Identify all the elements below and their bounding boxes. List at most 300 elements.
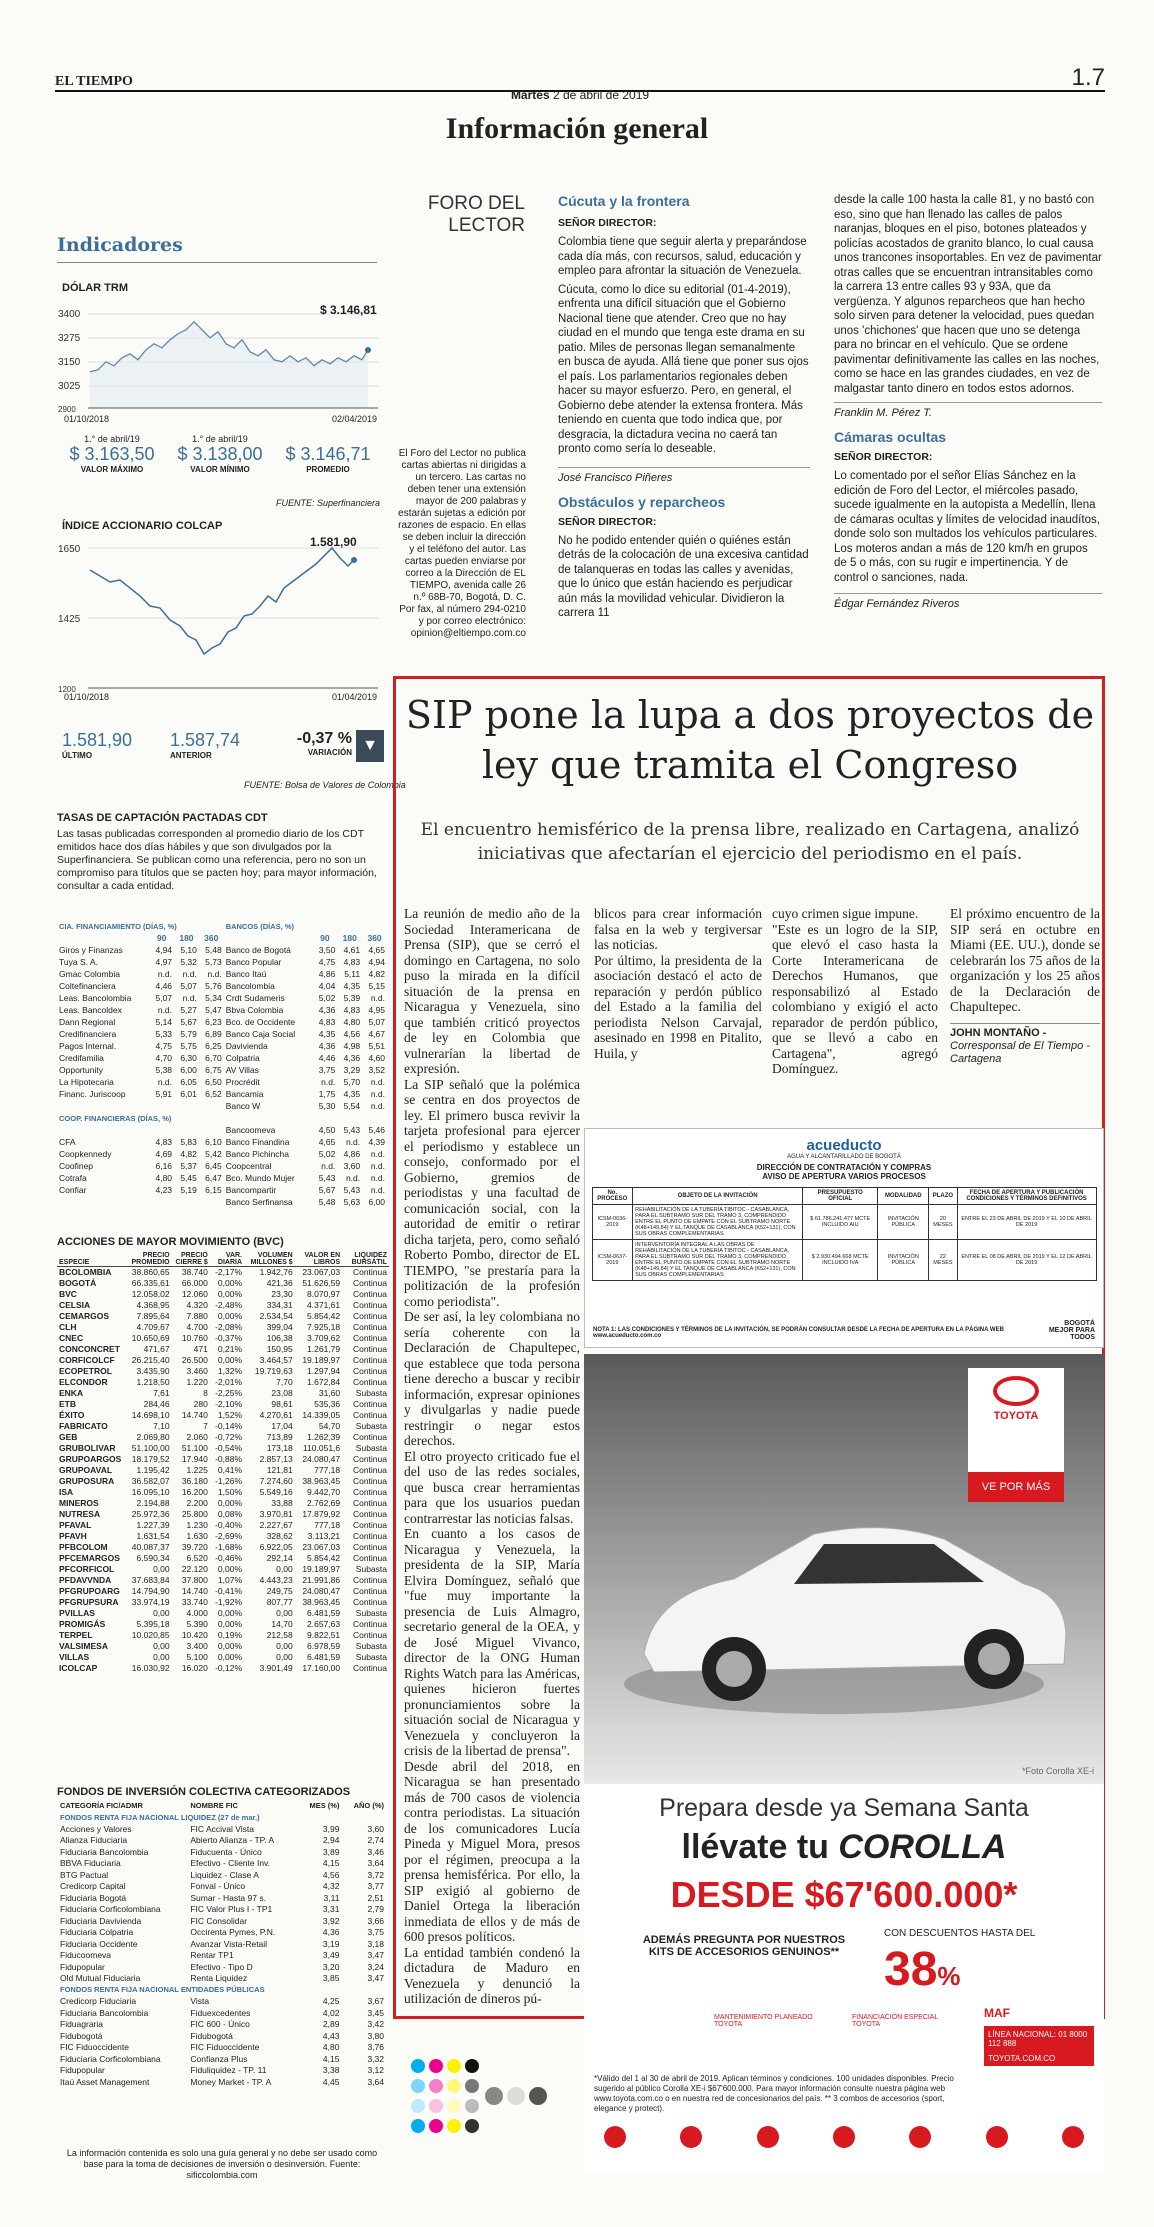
table-cell: 0,00% (217, 1564, 243, 1574)
table-cell: 24.080,47 (302, 1454, 341, 1464)
table-cell: 0,21% (217, 1344, 243, 1354)
table-row (57, 1520, 389, 1531)
table-row (57, 1148, 387, 1160)
letter-paragraph: desde la calle 100 hasta la calle 81, y no bastó con eso, sino que han llenado las calles de palos naranjas, bloques en el piso, botones plateados y policías acostados de granito blanco, lo cual causa unos trancones insoportables. En vez de pavimentar otras calles que se encuentran intransitables como la carrera 13 entre calles 93 y 93A, que da vergüenza. Y algunos reparcheos que han hecho solo sirven para detener la velocidad, pues quedan unos 'chichones' que hacen que uno se detenga para no brincar en el vehículo. Que se ordene pavimentar definitivamente las calles en las noches, como se hace en las grandes ciudades, en vez de malgastar tanto dinero en todos estos adornos. (834, 194, 1102, 395)
table-cell: Old Mutual Fiduciaria (60, 1973, 141, 1984)
table-cell: n.d. (157, 1077, 173, 1087)
table-cell: 3,46 (367, 1846, 384, 1857)
table-cell: 1,07% (217, 1575, 243, 1585)
colcap-ytick: 1650 (58, 544, 81, 555)
table-cell: FIC Accival Vista (190, 1823, 254, 1834)
acciones-title: ACCIONES DE MAYOR MOVIMIENTO (BVC) (57, 1236, 284, 1248)
trm-ytick: 3025 (58, 381, 81, 392)
table-cell: Continua (352, 1630, 387, 1640)
table-cell: 4,36 (343, 1053, 361, 1063)
colcap-line (90, 548, 354, 654)
trm-ytick: 3400 (58, 309, 81, 320)
fondos-header-row (57, 1800, 387, 1812)
table-row (57, 1641, 389, 1652)
table-cell: 2,79 (367, 1904, 384, 1915)
colcap-chart (58, 536, 378, 696)
table-row (57, 1996, 387, 2008)
table-cell: 4,43 (322, 2030, 340, 2041)
cdt-group-header: CIA. FINANCIAMIENTO (DÍAS, %) (59, 921, 177, 931)
table-cell: Banco Serfinansa (225, 1197, 293, 1207)
service-icon (757, 2126, 779, 2148)
table-cell: 471,67 (143, 1344, 170, 1354)
colcap-source: FUENTE: Bolsa de Valores de Colombia (244, 780, 406, 790)
table-cell: 1.218,50 (136, 1377, 170, 1387)
table-cell: 5,14 (155, 1017, 173, 1027)
table-row (57, 1088, 387, 1100)
table-cell: Fidupopular (60, 1961, 105, 1972)
table-cell: ENKA (59, 1388, 84, 1398)
table-cell: 3,32 (367, 2053, 384, 2064)
table-row (57, 980, 387, 992)
table-cell: INVITACIÓN PÚBLICA (878, 1205, 929, 1240)
table-cell: 4,36 (318, 1005, 336, 1015)
table-cell: 249,75 (266, 1586, 293, 1596)
table-cell: 4,67 (368, 1029, 385, 1039)
table-cell: Abierto Alianza - TP. A (190, 1835, 275, 1846)
table-cell: 3,89 (322, 1846, 340, 1857)
table-cell: Continua (352, 1432, 387, 1442)
table-cell: Bancoomeva (225, 1125, 276, 1135)
table-cell: Credifamilia (59, 1053, 104, 1063)
stat-label: ANTERIOR (170, 751, 212, 760)
toyota-legal: *Válido del 1 al 30 de abril de 2019. Aplican términos y condiciones. 100 unidades disponibles. Precio sugerido al público Corolla XE-i $67'600.000. Para mayor información consulte nuestra página web www.toyota.com.co o en nuestra red de concesionarios del país. ** 3 combos de accesorios (sport, elegance y protect). (594, 2074, 954, 2113)
table-cell: 33,88 (271, 1498, 293, 1508)
table-cell: 3.464,57 (259, 1355, 293, 1365)
table-cell: -0,41% (215, 1586, 243, 1596)
table-cell: 26.500 (181, 1355, 208, 1365)
table-cell: 17.160,00 (302, 1663, 341, 1673)
table-cell: 5,37 (180, 1161, 197, 1171)
table-cell: 17.940 (181, 1454, 208, 1464)
toyota-emblem-icon (993, 1376, 1039, 1406)
service-icon (986, 2126, 1008, 2148)
table-cell: CLH (59, 1322, 77, 1332)
table-cell: 1.227,39 (136, 1520, 170, 1530)
table-cell: 173,18 (266, 1443, 293, 1453)
table-row (592, 1205, 1096, 1240)
table-cell: 7,10 (153, 1421, 170, 1431)
table-cell: 16.095,10 (131, 1487, 170, 1497)
table-cell: 5,67 (318, 1185, 336, 1195)
cdt-days-cell (224, 932, 313, 944)
table-cell: 14,70 (271, 1619, 293, 1629)
table-cell: 6,00 (180, 1065, 197, 1075)
table-cell: Subasta (355, 1564, 387, 1574)
table-cell: Acciones y Valores (60, 1823, 132, 1834)
toyota-icons-row (604, 2126, 1084, 2156)
table-cell: Fiducoomeva (60, 1950, 112, 1961)
table-cell: 421,36 (266, 1278, 293, 1288)
table-cell: n.d. (345, 1137, 361, 1147)
foro-title: FORO DEL LECTOR (427, 193, 525, 236)
table-cell: 6,15 (205, 1185, 222, 1195)
acueducto-sub: AGUA Y ALCANTARILLADO DE BOGOTÁ (787, 1154, 901, 1160)
table-row (57, 992, 387, 1004)
table-cell: 6,89 (205, 1029, 222, 1039)
letter-signature: José Francisco Piñeres (558, 467, 810, 484)
table-cell: 14.339,05 (302, 1410, 341, 1420)
table-cell: 2.534,54 (259, 1311, 293, 1321)
table-cell: Bancompartir (225, 1185, 277, 1195)
table-cell: 6,47 (205, 1173, 222, 1183)
table-cell: 4,46 (318, 1053, 336, 1063)
table-cell: -2,48% (215, 1300, 243, 1310)
table-cell: Fiduciaria Corficolombiana (60, 1904, 161, 1915)
table-cell: BOGOTÁ (59, 1278, 97, 1288)
down-arrow-icon: ▼ (356, 730, 384, 762)
trm-stat-avg (278, 444, 378, 474)
toyota-brand: TOYOTA (993, 1410, 1039, 1422)
table-row (57, 1973, 387, 1985)
table-cell: 6,05 (180, 1077, 197, 1087)
table-cell: 4,83 (343, 957, 361, 967)
bogota-logo: BOGOTÁ MEJOR PARA TODOS (1048, 1320, 1095, 1341)
toyota-logo-box (968, 1368, 1064, 1472)
table-cell: 3.400 (186, 1641, 208, 1651)
table-cell: 6,00 (368, 1197, 385, 1207)
table-cell: 33.740 (181, 1597, 208, 1607)
table-cell: Avanzar Vista-Retail (190, 1938, 268, 1949)
table-cell: Continua (352, 1377, 387, 1387)
column-header: AÑO (%) (353, 1801, 384, 1811)
table-cell: 19.719,63 (254, 1366, 293, 1376)
table-row (57, 1950, 387, 1962)
table-cell: Continua (352, 1465, 387, 1475)
table-cell: 3,45 (367, 2007, 384, 2018)
table-cell: n.d. (157, 1005, 173, 1015)
column-header: MES (%) (309, 1801, 340, 1811)
table-row (57, 1846, 387, 1858)
table-cell: FIC Fiduoccidente (60, 2042, 129, 2053)
table-cell: 5,83 (180, 1137, 197, 1147)
table-cell: PFGRUPOARG (59, 1586, 120, 1596)
indicators-title: Indicadores (57, 234, 183, 256)
table-cell: PFGRUPSURA (59, 1597, 119, 1607)
table-cell: 4,50 (318, 1125, 336, 1135)
table-cell: 25.972,36 (131, 1509, 170, 1519)
table-cell: Continua (352, 1355, 387, 1365)
table-row (57, 2030, 387, 2042)
stat-date: 1.° de abril/19 (84, 434, 140, 444)
stat-label: VALOR MÍNIMO (190, 465, 250, 474)
table-cell: 1,50% (217, 1487, 243, 1497)
table-cell: Fonval - Único (190, 1881, 246, 1892)
fondos-subheader-cell: FONDOS RENTA FIJA NACIONAL LIQUIDEZ (27 de mar.) (60, 1812, 260, 1822)
table-cell: 3,18 (367, 1938, 384, 1949)
colcap-ytick: 1200 (58, 685, 76, 694)
toyota-accessories: ADEMÁS PREGUNTA POR NUESTROS KITS DE ACCESORIOS GENUINOS** (642, 1934, 846, 1958)
column-header: PRECIO PROMEDIO (123, 1252, 171, 1267)
table-cell: 5.549,16 (259, 1487, 293, 1497)
table-cell: 3,31 (322, 1904, 340, 1915)
stat-value: $ 3.146,71 (285, 444, 371, 464)
cdt-days-cell: 180 (342, 933, 357, 943)
stat-date: 1.° de abril/19 (192, 434, 248, 444)
table-cell: Giros y Finanzas (59, 945, 123, 955)
table-row (57, 944, 387, 956)
letter-column-right (834, 193, 1102, 610)
table-cell: 12.058,02 (131, 1289, 170, 1299)
toyota-phone: LÍNEA NACIONAL: 01 8000 112 888 (988, 2030, 1088, 2048)
table-cell: Continua (352, 1454, 387, 1464)
table-cell: n.d. (370, 1101, 385, 1111)
table-cell: Bco. Mundo Mujer (225, 1173, 295, 1183)
table-cell: 4.320 (186, 1300, 208, 1310)
table-cell: Continua (352, 1542, 387, 1552)
table-cell: FABRICATO (59, 1421, 108, 1431)
table-cell: -2,17% (215, 1267, 243, 1278)
cdt-days-cell: 360 (367, 933, 382, 943)
table-row (57, 1184, 387, 1196)
stat-label: VARIACIÓN (307, 748, 352, 757)
table-cell: Gmac Colombia (59, 969, 120, 979)
table-row (57, 1124, 387, 1136)
table-cell: 4.709,67 (136, 1322, 170, 1332)
table-cell: BVC (59, 1289, 77, 1299)
column-header: LIQUIDEZ BURSÁTIL (342, 1252, 389, 1267)
table-cell: 4,83 (343, 1005, 361, 1015)
table-cell: -0,72% (215, 1432, 243, 1442)
ad-acueducto (584, 1128, 1104, 1348)
table-cell: ISA (59, 1487, 74, 1497)
table-cell: 3,64 (367, 1858, 384, 1869)
trm-chart (58, 300, 378, 420)
table-cell: 777,18 (314, 1465, 341, 1475)
table-cell: 4,56 (322, 1869, 340, 1880)
column-header: PRESUPUESTO OFICIAL (803, 1188, 878, 1205)
table-cell: MINEROS (59, 1498, 99, 1508)
table-cell: Fiduliquidez - TP. 11 (190, 2065, 267, 2076)
table-cell: 4.270,61 (259, 1410, 293, 1420)
acueducto-table (592, 1187, 1097, 1281)
table-cell: -2,01% (215, 1377, 243, 1387)
table-cell: 5,43 (343, 1185, 361, 1195)
column-header: OBJETO DE LA INVITACIÓN (633, 1188, 803, 1205)
table-cell: 6,52 (205, 1089, 222, 1099)
table-cell: Sumar - Hasta 97 s. (190, 1892, 266, 1903)
table-cell: Coltefinanciera (59, 981, 116, 991)
toyota-discount-value: 38 (884, 1943, 938, 1996)
table-cell: 16.030,92 (131, 1663, 170, 1673)
table-cell: Renta Liquidez (190, 1973, 248, 1984)
table-cell: GEB (59, 1432, 78, 1442)
table-cell: -1,92% (215, 1597, 243, 1607)
table-cell: 3,80 (367, 2030, 384, 2041)
letter-title: Cámaras ocultas (834, 429, 947, 445)
table-cell: 5,75 (180, 1041, 197, 1051)
table-cell: 4,32 (322, 1881, 340, 1892)
table-cell: 38.860,65 (131, 1267, 170, 1278)
table-row (57, 2053, 387, 2065)
table-cell: 3.709,62 (307, 1333, 341, 1343)
colcap-ytick: 1425 (58, 614, 81, 625)
table-cell: 7.880 (186, 1311, 208, 1321)
trm-xstart: 01/10/2018 (64, 414, 110, 424)
table-cell: 1.230 (186, 1520, 208, 1530)
table-row (57, 968, 387, 980)
byline-author: JOHN MONTAÑO - (950, 1026, 1047, 1039)
page-number: 1.7 (1071, 64, 1105, 91)
table-cell: PFCEMARGOS (59, 1553, 120, 1563)
table-cell: 3.460 (186, 1366, 208, 1376)
service-icon (833, 2126, 855, 2148)
letter-paragraph: Colombia tiene que seguir alerta y preparándose cada día más, con recursos, salud, educación y empleo para afrontar la situación de Venezuela. (558, 236, 807, 277)
table-cell: TERPEL (59, 1630, 93, 1640)
cdt-title: TASAS DE CAPTACIÓN PACTADAS CDT (57, 812, 268, 824)
table-row (57, 1586, 389, 1597)
table-cell: 3,50 (318, 945, 336, 955)
table-cell: Subasta (355, 1421, 387, 1431)
table-cell: 0,00% (217, 1652, 243, 1662)
table-row (57, 1366, 389, 1377)
ad-toyota (584, 1354, 1104, 2174)
table-cell: 2.069,80 (136, 1432, 170, 1442)
table-row (57, 1597, 389, 1608)
table-cell: Bbva Colombia (225, 1005, 284, 1015)
table-cell: 6,70 (205, 1053, 222, 1063)
trm-area (90, 322, 368, 408)
cdt-days-cell (57, 932, 149, 944)
stat-label: ÚLTIMO (62, 751, 93, 760)
table-cell: Continua (352, 1619, 387, 1629)
table-cell: -2,08% (215, 1322, 243, 1332)
table-cell (199, 1124, 224, 1136)
newspaper-brand: EL TIEMPO (55, 74, 133, 89)
article-byline (950, 1023, 1100, 1066)
table-cell: 0,00 (153, 1564, 170, 1574)
table-cell: 3,75 (367, 1927, 384, 1938)
table-cell: 4,15 (322, 2053, 340, 2064)
colcap-xstart: 01/10/2018 (64, 692, 110, 702)
table-row (57, 1881, 387, 1893)
table-cell: 17,04 (271, 1421, 293, 1431)
table-cell: PVILLAS (59, 1608, 95, 1618)
table-cell: 2.762,69 (307, 1498, 341, 1508)
date-rest: 2 de abril de 2019 (552, 88, 650, 102)
table-cell: BTG Pactual (60, 1869, 109, 1880)
table-cell: 5,67 (180, 1017, 197, 1027)
acueducto-header (585, 1129, 1103, 1181)
table-cell: Continua (352, 1333, 387, 1343)
table-cell: 2.194,88 (136, 1498, 170, 1508)
colcap-label: ÍNDICE ACCIONARIO COLCAP (62, 520, 223, 532)
table-cell: 4,36 (322, 1927, 340, 1938)
table-row (57, 1172, 387, 1184)
table-cell: 5,43 (318, 1173, 336, 1183)
table-cell: 5,51 (368, 1041, 385, 1051)
table-row (57, 1100, 387, 1112)
letter-title: Obstáculos y reparcheos (558, 493, 726, 510)
table-cell: n.d. (370, 993, 385, 1003)
table-cell: n.d. (370, 1089, 385, 1099)
table-cell: -2,25% (215, 1388, 243, 1398)
cdt-header-row (57, 920, 387, 932)
table-cell: 37.683,84 (131, 1575, 170, 1585)
table-row (57, 1652, 389, 1663)
table-cell: 2.657,63 (307, 1619, 341, 1629)
trm-ytick: 2900 (58, 405, 76, 414)
table-cell (57, 1124, 149, 1136)
table-cell: -0,12% (215, 1663, 243, 1673)
fondos-subheader (57, 1812, 387, 1824)
table-cell: 4,25 (322, 1996, 340, 2007)
table-row (57, 1476, 389, 1487)
table-cell: 3,12 (367, 2065, 384, 2076)
letter-signature: Franklin M. Pérez T. (834, 402, 1102, 419)
table-cell: 10.760 (181, 1333, 208, 1343)
toyota-discount (884, 1942, 961, 1997)
table-cell: Alianza Fiduciaria (60, 1835, 128, 1846)
service-icon (1062, 2126, 1084, 2148)
toyota-discount-label: CON DESCUENTOS HASTA DEL (884, 1928, 1036, 1939)
table-cell: 23,08 (271, 1388, 293, 1398)
fondos-table-wrap (57, 1800, 387, 2088)
table-cell: CELSIA (59, 1300, 91, 1310)
table-cell: CONCONCRET (59, 1344, 120, 1354)
photo-credit: *Foto Corolla XE-i (1021, 1766, 1094, 1776)
table-cell: 3,47 (367, 1950, 384, 1961)
table-cell: 5,43 (343, 1125, 361, 1135)
table-cell: Opportunity (59, 1065, 103, 1075)
table-cell: 5,39 (343, 993, 361, 1003)
table-cell: 3.970,81 (259, 1509, 293, 1519)
cdt-days-cell: 360 (204, 933, 219, 943)
table-cell: ECOPETROL (59, 1366, 112, 1376)
table-cell: 23,30 (271, 1289, 293, 1299)
table-cell: 1,75 (318, 1089, 336, 1099)
table-cell: 1.261,79 (307, 1344, 341, 1354)
table-row (57, 1196, 387, 1208)
cdt-days-row (57, 932, 387, 944)
table-cell: PROMIGÁS (59, 1619, 106, 1629)
table-cell: Money Market - TP. A (190, 2076, 272, 2087)
table-cell: 0,00 (153, 1641, 170, 1651)
table-cell: 4,35 (343, 1089, 361, 1099)
table-cell: 121,81 (266, 1465, 293, 1475)
table-cell: Continua (352, 1322, 387, 1332)
table-cell: 33.974,19 (131, 1597, 170, 1607)
table-cell: 4,39 (368, 1137, 385, 1147)
table-cell: n.d. (370, 1149, 385, 1159)
table-row (57, 1076, 387, 1088)
table-cell: -0,88% (215, 1454, 243, 1464)
toyota-discount-sign: % (937, 1961, 961, 1991)
table-row (57, 1410, 389, 1421)
column-header: VAR. DIARIA (210, 1252, 244, 1267)
cdt-description: Las tasas publicadas corresponden al promedio diario de los CDT emitidos hace dos días hábiles y que son divulgados por la Superfinanciera. Se publican como una referencia, pero no son un compromiso para títulos que se pacten hoy; para mayor información, consultar a cada entidad. (57, 828, 377, 892)
table-cell: Liquidez - Clase A (190, 1869, 259, 1880)
table-row (57, 1040, 387, 1052)
table-cell: 0,00% (217, 1641, 243, 1651)
table-cell: n.d. (370, 1161, 385, 1171)
acciones-table-wrap (57, 1252, 389, 1674)
column-header: MODALIDAD (878, 1188, 929, 1205)
table-cell: 23.067,03 (302, 1267, 341, 1278)
trm-last-label: $ 3.146,81 (320, 303, 377, 317)
table-cell: 3,38 (322, 2065, 340, 2076)
table-cell: BBVA Fiduciaria (60, 1858, 121, 1869)
table-cell: Pagos Internal. (59, 1041, 117, 1051)
table-cell: 7.895,64 (136, 1311, 170, 1321)
table-row (57, 2007, 387, 2019)
table-cell: 4,94 (155, 945, 173, 955)
table-cell: 292,14 (266, 1553, 293, 1563)
